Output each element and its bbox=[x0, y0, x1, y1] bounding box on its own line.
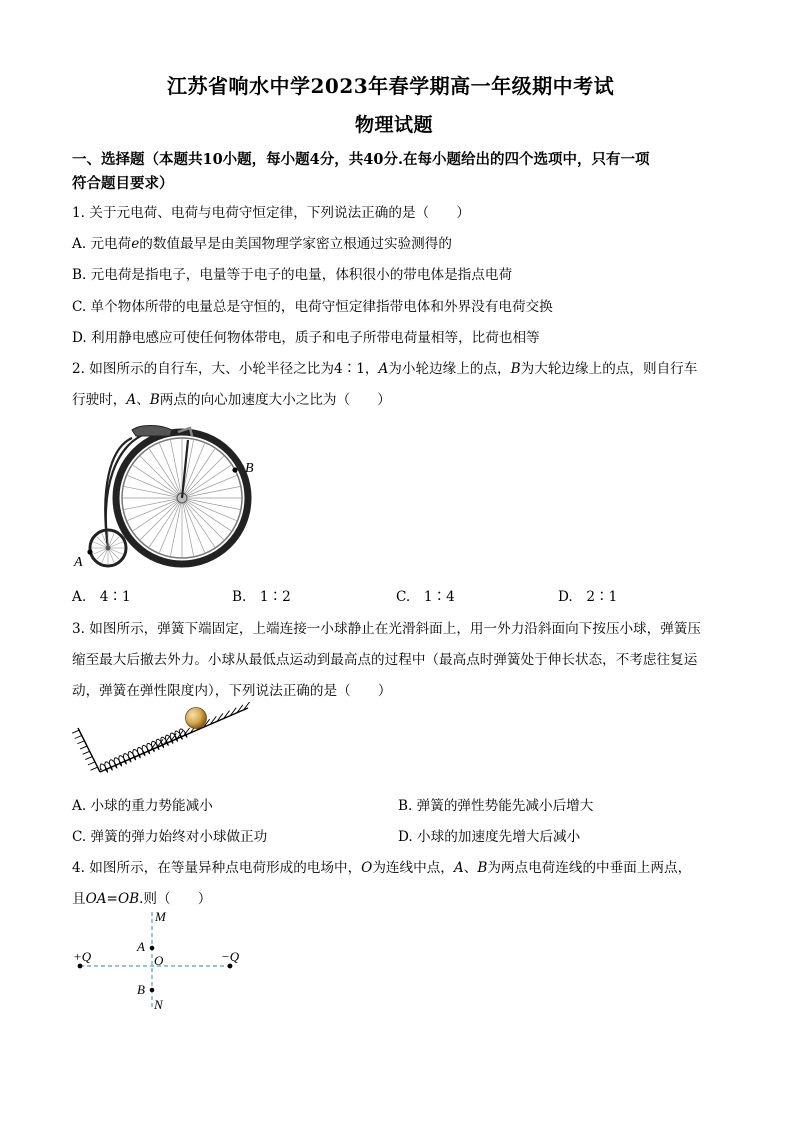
negative-charge bbox=[228, 964, 233, 969]
q2-point-b: B bbox=[149, 392, 160, 408]
positive-charge bbox=[78, 964, 83, 969]
q2-option-b: B. 1∶2 bbox=[232, 589, 291, 605]
q4-point-b: B bbox=[477, 860, 488, 876]
q4-point-a: A bbox=[453, 860, 464, 876]
q4-point-o: O bbox=[361, 860, 373, 876]
q3-stem-line2: 缩至最大后撤去外力。小球从最低点运动到最高点的过程中（最高点时弹簧处于伸长状态，不考虑往复运 bbox=[72, 652, 698, 668]
label-a: A bbox=[74, 555, 83, 570]
q2-text: 为大轮边缘上的点，则自行车 bbox=[520, 361, 698, 377]
q3-option-b: B. 弹簧的弹性势能先减小后增大 bbox=[398, 798, 594, 814]
hatch-mark bbox=[72, 730, 79, 733]
spoke bbox=[182, 456, 224, 498]
saddle bbox=[132, 426, 172, 437]
q1-option-b: B. 元电荷是指电子，电量等于电子的电量，体积很小的带电体是指点电荷 bbox=[72, 267, 513, 283]
dipole-figure bbox=[70, 908, 250, 1014]
label-o: O bbox=[154, 953, 164, 968]
incline-surface bbox=[100, 708, 248, 772]
q4-equation: OA=OB bbox=[85, 891, 140, 907]
label-b: B bbox=[245, 461, 254, 476]
spring-incline-figure bbox=[72, 702, 252, 780]
hatch-mark bbox=[75, 735, 82, 738]
q3-stem-line1: 3. 如图所示，弹簧下端固定，上端连接一小球静止在光滑斜面上，用一外力沿斜面向下按压小球，弹簧压 bbox=[72, 621, 702, 637]
ball bbox=[186, 708, 207, 729]
q2-text: 为小轮边缘上的点， bbox=[388, 361, 511, 377]
point-b-marker bbox=[232, 467, 237, 472]
q2-stem-line2 bbox=[72, 388, 391, 408]
point-a-marker bbox=[87, 549, 92, 554]
q3-option-c: C. 弹簧的弹力始终对小球做正功 bbox=[72, 829, 268, 845]
q1-option-a-post: 的数值最早是由美国物理学家密立根通过实验测得的 bbox=[139, 236, 452, 252]
wall bbox=[78, 728, 100, 772]
q2-option-a: A. 4∶1 bbox=[72, 589, 131, 605]
exam-title: 江苏省响水中学2023年春学期高一年级期中考试 bbox=[167, 74, 615, 98]
point-b-marker bbox=[150, 988, 155, 993]
q3-option-d: D. 小球的加速度先增大后减小 bbox=[398, 829, 581, 845]
q1-option-a bbox=[72, 232, 452, 252]
hatch-mark bbox=[80, 746, 87, 749]
q4-stem-line1 bbox=[72, 856, 691, 876]
exam-subject: 物理试题 bbox=[355, 114, 434, 136]
q1-option-c: C. 单个物体所带的电量总是守恒的，电荷守恒定律指带电体和外界没有电荷交换 bbox=[72, 299, 553, 315]
bicycle-figure bbox=[70, 418, 270, 570]
section-heading-cont: 符合题目要求） bbox=[72, 175, 174, 192]
q2-point-b: B bbox=[510, 361, 521, 377]
q4-text: 为连线中点， bbox=[372, 860, 454, 876]
q2-text: 、 bbox=[136, 392, 150, 408]
q1-stem: 1. 关于元电荷、电荷与电荷守恒定律，下列说法正确的是（ ） bbox=[72, 205, 470, 221]
label-minus-q: −Q bbox=[221, 949, 240, 964]
q1-option-a-symbol: e bbox=[131, 236, 140, 252]
q2-point-a: A bbox=[126, 392, 137, 408]
q2-option-d: D. 2∶1 bbox=[558, 589, 618, 605]
q2-text: 2. 如图所示的自行车，大、小轮半径之比为4∶1， bbox=[72, 361, 379, 377]
q2-stem-line1 bbox=[72, 357, 697, 377]
label-plus-q: +Q bbox=[73, 949, 92, 964]
q2-text: 两点的向心加速度大小之比为（ ） bbox=[159, 392, 391, 408]
hatch-mark bbox=[91, 767, 98, 770]
q3-option-a: A. 小球的重力势能减小 bbox=[72, 798, 213, 814]
label-b: B bbox=[137, 982, 145, 997]
q4-text: .则（ ） bbox=[139, 891, 212, 907]
q2-option-c: C. 1∶4 bbox=[396, 589, 455, 605]
point-a-marker bbox=[150, 946, 155, 951]
q4-text: 且 bbox=[72, 891, 86, 907]
q3-stem-line3: 动，弹簧在弹性限度内），下列说法正确的是（ ） bbox=[72, 683, 392, 699]
wall-hatching bbox=[72, 730, 97, 770]
q4-text: 、 bbox=[463, 860, 478, 876]
spoke bbox=[182, 498, 224, 540]
hatch-mark bbox=[83, 751, 90, 754]
label-m: M bbox=[155, 909, 166, 924]
q4-text: 为两点电荷连线的中垂面上两点， bbox=[487, 860, 692, 876]
q1-option-a-pre: A. 元电荷 bbox=[72, 236, 132, 252]
q1-option-d: D. 利用静电感应可使任何物体带电，质子和电子所带电荷量相等，比荷也相等 bbox=[72, 330, 540, 346]
label-n: N bbox=[154, 997, 163, 1012]
q2-point-a: A bbox=[378, 361, 389, 377]
small-wheel-hub bbox=[106, 546, 111, 551]
label-a: A bbox=[137, 939, 145, 954]
hatch-mark bbox=[88, 762, 95, 765]
hatch-mark bbox=[85, 757, 92, 760]
spoke bbox=[140, 456, 182, 498]
q4-text: 4. 如图所示，在等量异种点电荷形成的电场中， bbox=[72, 860, 362, 876]
spoke bbox=[140, 498, 182, 540]
q4-stem-line2 bbox=[72, 887, 211, 907]
q2-text: 行驶时， bbox=[72, 392, 127, 408]
hatch-mark bbox=[77, 741, 84, 744]
section-heading: 一、选择题（本题共10小题，每小题4分，共40分.在每小题给出的四个选项中，只有一项 bbox=[72, 151, 650, 168]
